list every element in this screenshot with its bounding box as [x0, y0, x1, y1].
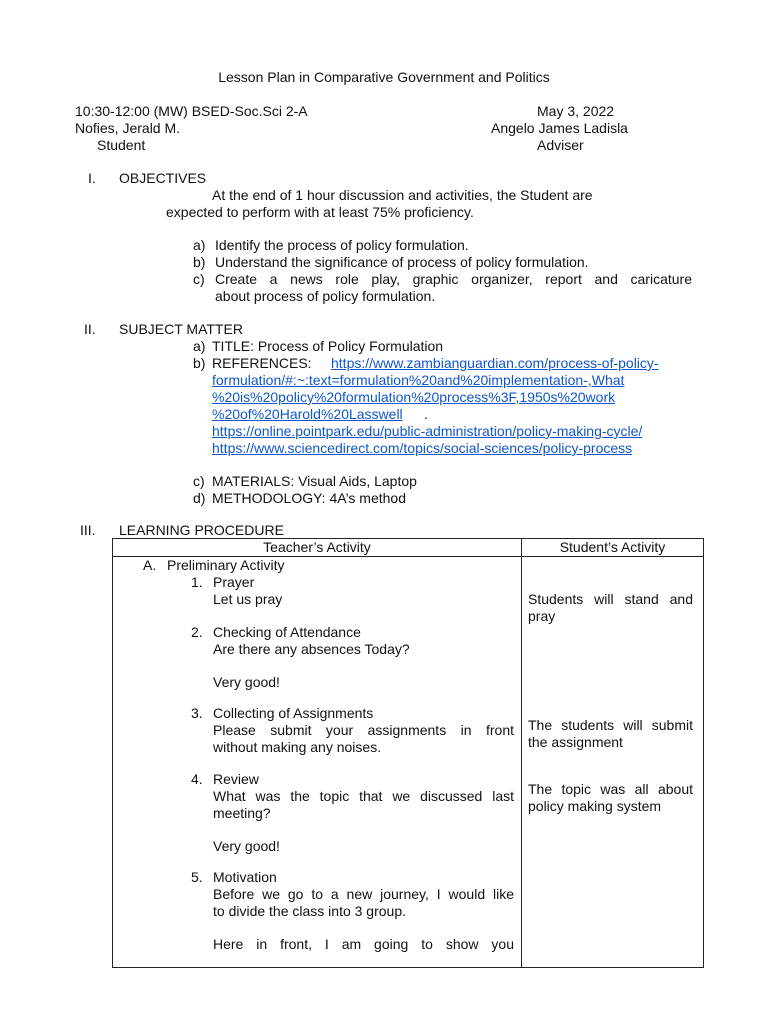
step-label: Checking of Attendance	[213, 624, 361, 640]
objectives-intro-line2: expected to perform with at least 75% proficiency.	[166, 204, 474, 220]
step-line: Before we go to a new journey, I would like	[213, 886, 514, 902]
subject-matter-heading: SUBJECT MATTER	[119, 321, 243, 337]
student-response: Students will stand and	[528, 591, 693, 607]
step-number: 5.	[191, 869, 203, 885]
step-line: Let us pray	[213, 591, 283, 607]
methodology-marker: d)	[193, 490, 206, 506]
learning-procedure-numeral: III.	[80, 522, 96, 538]
references-label: REFERENCES:	[212, 355, 312, 371]
adviser-name: Angelo James Ladisla	[491, 120, 628, 136]
date-text: May 3, 2022	[537, 103, 615, 119]
materials-text: MATERIALS: Visual Aids, Laptop	[212, 473, 417, 489]
step-number: 3.	[191, 705, 203, 721]
section-marker: A.	[143, 557, 157, 573]
reference-link-3[interactable]: https://www.sciencedirect.com/topics/social-sciences/policy-process	[212, 440, 633, 456]
reference-period: .	[424, 406, 428, 422]
learning-procedure-heading: LEARNING PROCEDURE	[119, 522, 284, 538]
step-label: Collecting of Assignments	[213, 705, 374, 721]
step-line: without making any noises.	[213, 739, 382, 755]
student-activity-cell	[522, 557, 704, 968]
step-line: to divide the class into 3 group.	[213, 903, 407, 919]
student-response-cont: the assignment	[528, 734, 623, 750]
objective-marker-b: b)	[193, 254, 206, 270]
objectives-heading: OBJECTIVES	[119, 170, 207, 186]
objectives-intro-line1: At the end of 1 hour discussion and activities, the Student are	[212, 187, 593, 203]
objective-item-a: Identify the process of policy formulation.	[215, 237, 469, 253]
student-response-cont: pray	[528, 608, 556, 624]
step-number: 4.	[191, 771, 203, 787]
reference-link-1-cont-b[interactable]: %20is%20policy%20formulation%20process%3F,1950s%20work	[212, 389, 616, 405]
title-marker: a)	[193, 338, 206, 354]
student-response: The topic was all about	[528, 781, 693, 797]
student-role: Student	[97, 137, 146, 153]
objective-item-b: Understand the significance of process of policy formulation.	[215, 254, 589, 270]
step-line: Here in front, I am going to show you	[213, 936, 514, 952]
step-line: Very good!	[213, 674, 280, 690]
schedule-text: 10:30-12:00 (MW) BSED-Soc.Sci 2-A	[75, 103, 308, 119]
teacher-activity-cell	[113, 557, 522, 968]
step-number: 2.	[191, 624, 203, 640]
step-line: What was the topic that we discussed last	[213, 788, 514, 804]
table-row	[113, 557, 704, 968]
student-response-cont: policy making system	[528, 798, 662, 814]
student-name: Nofies, Jerald M.	[75, 120, 181, 136]
step-line: Are there any absences Today?	[213, 641, 410, 657]
step-line: Please submit your assignments in front	[213, 722, 514, 738]
reference-link-1-cont-c[interactable]: %20of%20Harold%20Lasswell	[212, 406, 403, 422]
document-title: Lesson Plan in Comparative Government and Politics	[218, 69, 550, 85]
reference-link-1-cont-a[interactable]: formulation/#:~:text=formulation%20and%20implementation-,What	[212, 372, 625, 388]
section-label: Preliminary Activity	[167, 557, 285, 573]
step-label: Review	[213, 771, 259, 787]
materials-marker: c)	[193, 473, 205, 489]
table-header-row	[113, 539, 704, 557]
step-line: meeting?	[213, 805, 271, 821]
teacher-activity-header: Teacher’s Activity	[113, 539, 522, 557]
objective-marker-a: a)	[193, 237, 206, 253]
step-label: Prayer	[213, 574, 255, 590]
objective-marker-c: c)	[193, 271, 205, 287]
subject-matter-numeral: II.	[84, 321, 96, 337]
objective-item-c-cont: about process of policy formulation.	[215, 288, 436, 304]
student-response: The students will submit	[528, 717, 693, 733]
reference-link-1[interactable]: https://www.zambianguardian.com/process-of-policy-	[331, 355, 659, 371]
objective-item-c: Create a news role play, graphic organizer, report and caricature	[215, 271, 692, 287]
methodology-text: METHODOLOGY: 4A’s method	[212, 490, 406, 506]
procedure-table	[112, 538, 704, 968]
references-marker: b)	[193, 355, 206, 371]
step-line: Very good!	[213, 838, 280, 854]
step-label: Motivation	[213, 869, 277, 885]
student-activity-header: Student’s Activity	[522, 539, 704, 557]
adviser-role: Adviser	[537, 137, 584, 153]
objectives-numeral: I.	[88, 170, 96, 186]
step-number: 1.	[191, 574, 203, 590]
reference-link-2[interactable]: https://online.pointpark.edu/public-administration/policy-making-cycle/	[212, 423, 643, 439]
lesson-title: TITLE: Process of Policy Formulation	[212, 338, 444, 354]
